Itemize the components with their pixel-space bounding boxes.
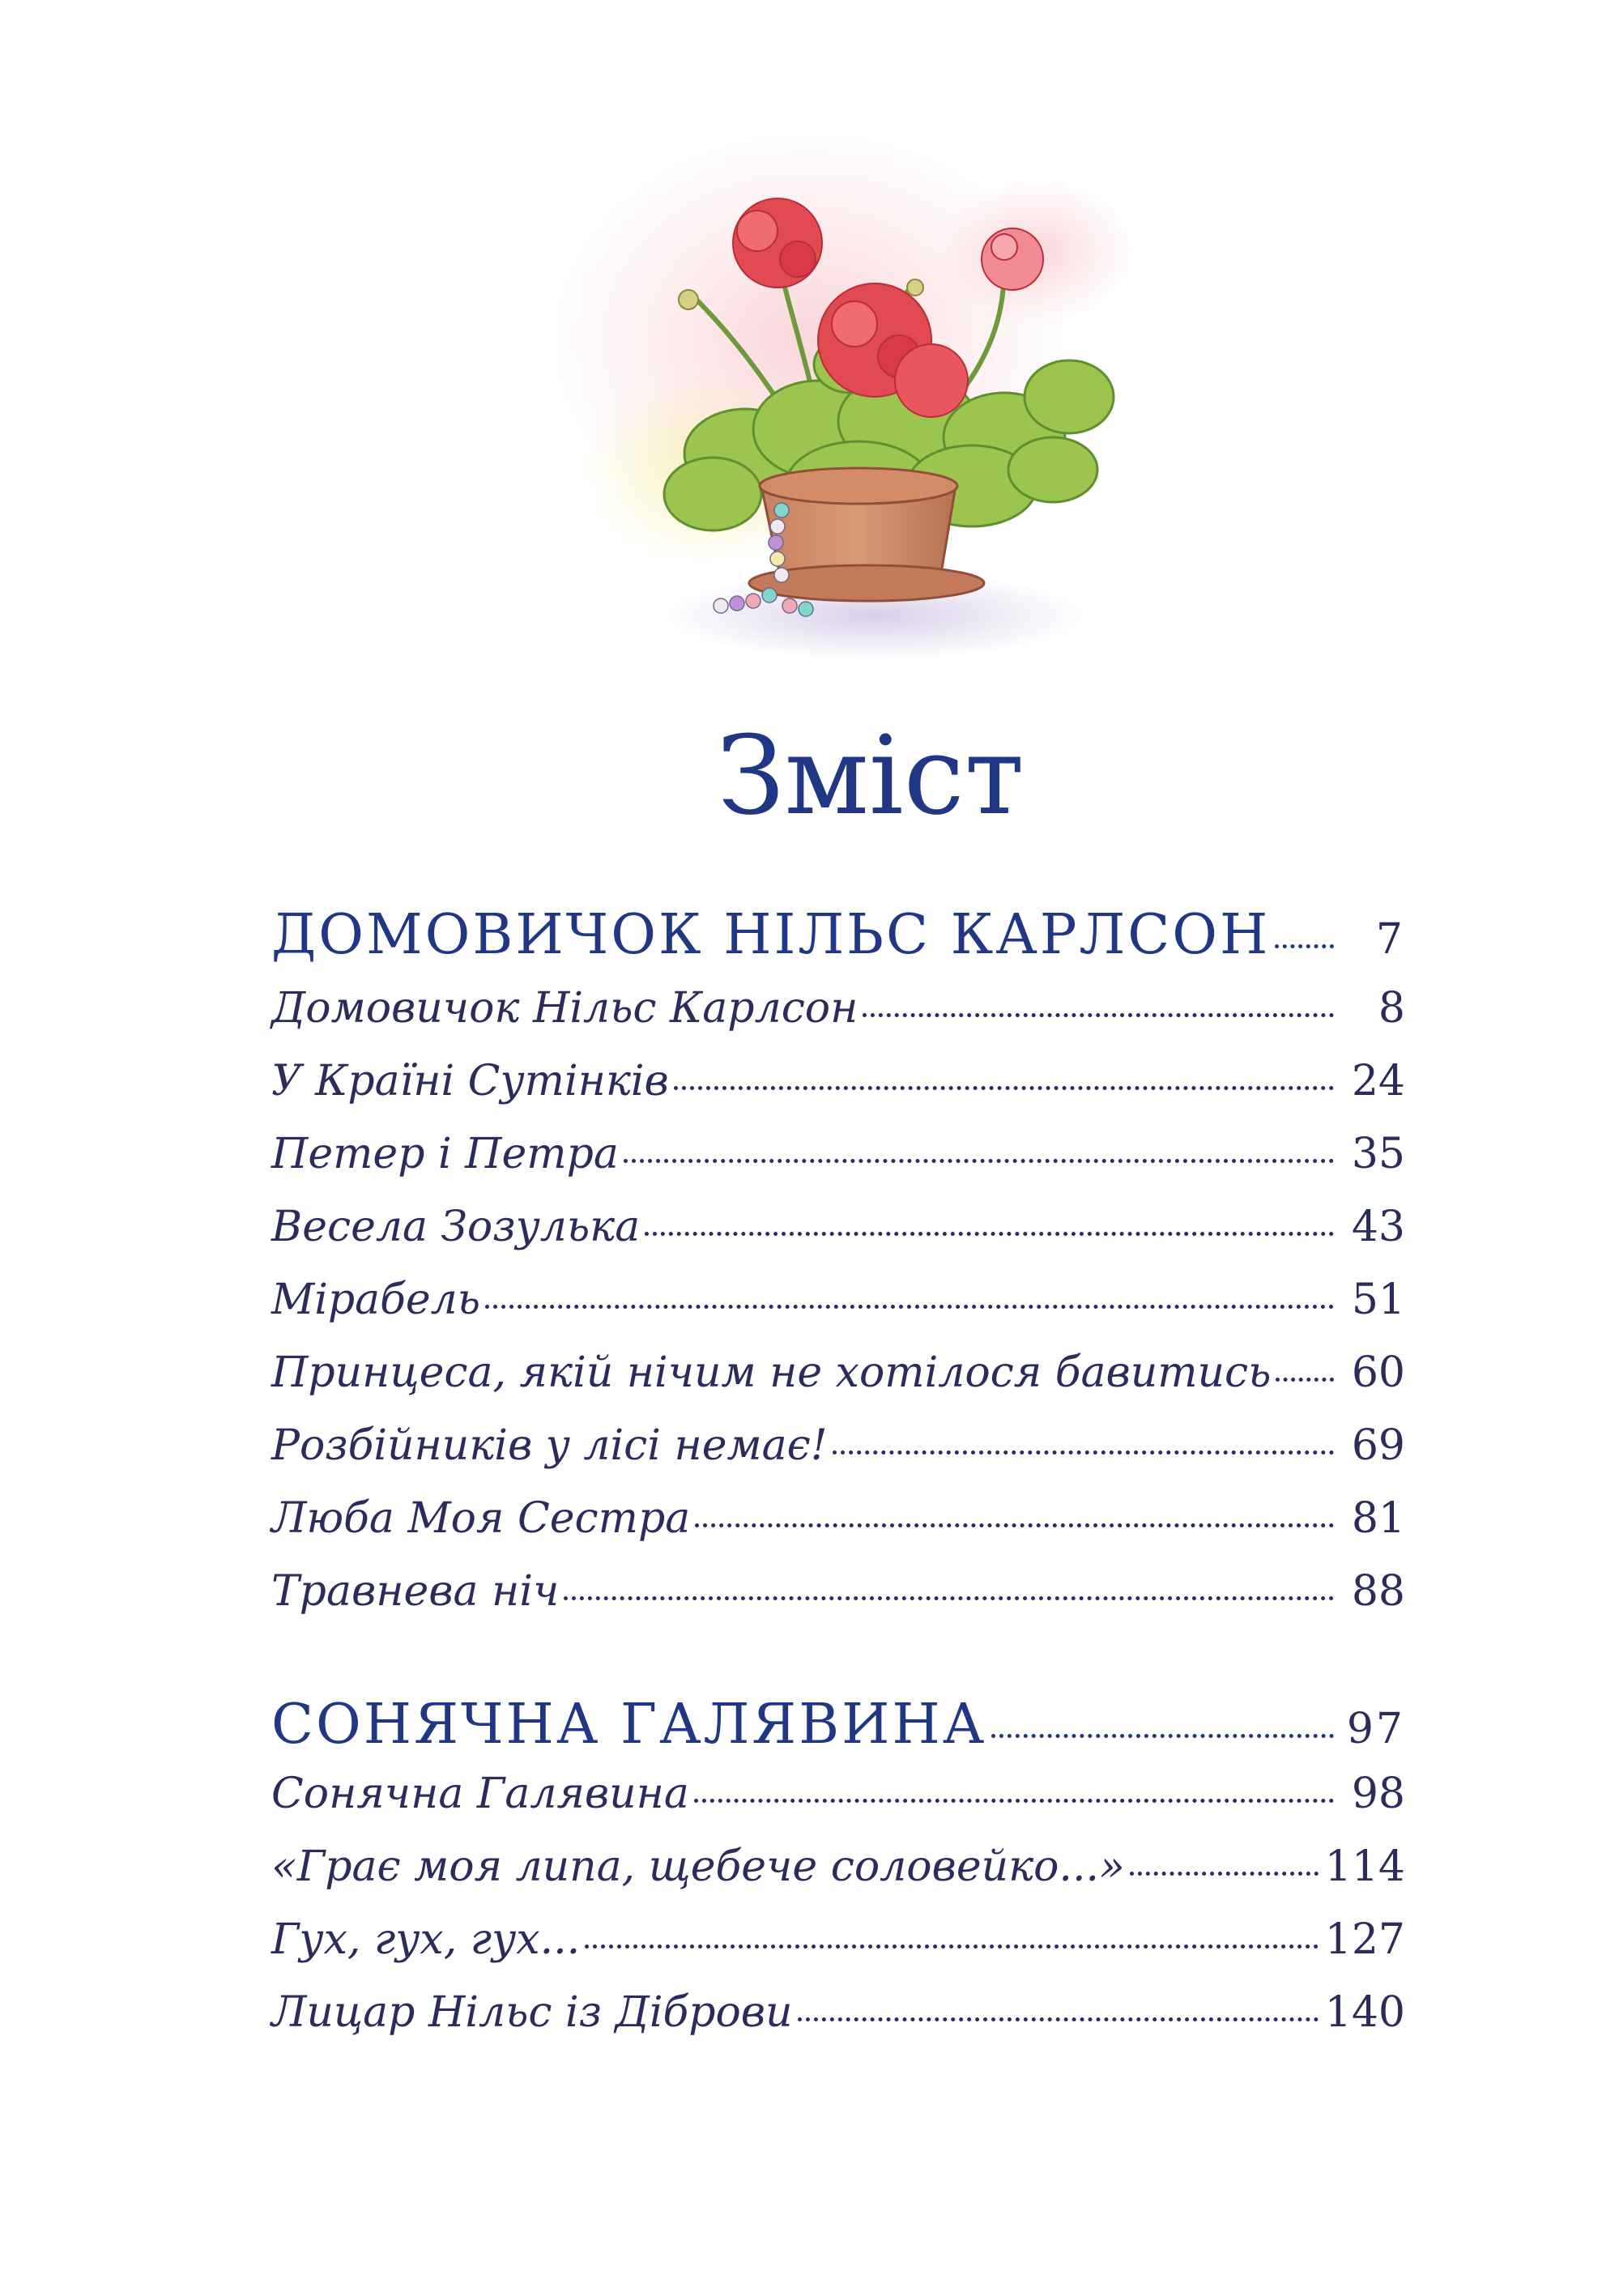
toc-entry[interactable]	[271, 984, 1405, 1033]
toc-entry-title: Сонячна Галявина	[271, 1770, 689, 1818]
geranium-pot-illustration	[0, 0, 1619, 729]
toc-entry-title: Люба Моя Сестра	[271, 1494, 691, 1543]
toc-page-number: 60	[1351, 1348, 1405, 1397]
toc-page-number: 35	[1351, 1130, 1405, 1178]
leader-dots	[585, 1945, 1319, 1949]
toc-section-title: ДОМОВИЧОК НІЛЬС КАРЛСОН	[271, 903, 1271, 967]
leader-dots	[798, 2017, 1319, 2021]
leader-dots	[991, 1734, 1334, 1738]
toc-page-number: 127	[1324, 1915, 1405, 1964]
leader-dots	[674, 1086, 1334, 1090]
toc-entry-title: Весела Зозулька	[271, 1203, 641, 1251]
toc-page-number: 98	[1351, 1770, 1405, 1818]
toc-entry[interactable]	[271, 1494, 1405, 1543]
leader-dots	[564, 1596, 1334, 1600]
toc-page-number: 8	[1378, 984, 1405, 1033]
toc-entry-title: Домовичок Нільс Карлсон	[271, 984, 858, 1033]
leader-dots	[694, 1799, 1334, 1803]
leader-dots	[1275, 944, 1334, 948]
toc-page-number: 43	[1351, 1203, 1405, 1251]
toc-page-number: 7	[1375, 915, 1405, 964]
toc-page-number: 88	[1351, 1567, 1405, 1616]
toc-entry-title: Петер і Петра	[271, 1130, 619, 1178]
leader-dots	[645, 1232, 1334, 1236]
leader-dots	[863, 1013, 1334, 1017]
toc-entry-title: Гух, гух, гух...	[271, 1915, 581, 1964]
leader-dots	[1130, 1872, 1319, 1876]
toc-entry[interactable]	[271, 1567, 1405, 1616]
toc-entry[interactable]	[271, 1348, 1405, 1397]
toc-entry[interactable]	[271, 1915, 1405, 1964]
toc-entry[interactable]	[271, 1130, 1405, 1178]
toc-section-1[interactable]	[271, 903, 1405, 967]
toc-entry[interactable]	[271, 1421, 1405, 1470]
toc-entry-title: «Грає моя липа, щебече соловейко...»	[271, 1842, 1125, 1891]
toc-entry-title: Принцеса, якій нічим не хотілося бавитись	[271, 1348, 1272, 1397]
toc-entry[interactable]	[271, 1057, 1405, 1105]
toc-entry-title: У Країні Сутінків	[271, 1057, 669, 1105]
toc-page-number: 114	[1324, 1842, 1405, 1891]
toc-page-number: 97	[1346, 1705, 1405, 1753]
toc-entry[interactable]	[271, 1988, 1405, 2037]
toc-entry[interactable]	[271, 1770, 1405, 1818]
leader-dots	[624, 1159, 1334, 1163]
toc-page-number: 81	[1351, 1494, 1405, 1543]
toc-page-number: 24	[1351, 1057, 1405, 1105]
leader-dots	[1276, 1378, 1334, 1382]
toc-entry-title: Травнева ніч	[271, 1567, 560, 1616]
toc-entry[interactable]	[271, 1842, 1405, 1891]
toc-page-number: 51	[1351, 1276, 1405, 1324]
toc-entry[interactable]	[271, 1203, 1405, 1251]
page-title: Зміст	[717, 713, 1025, 839]
toc-section-2[interactable]	[271, 1693, 1405, 1757]
toc-entry[interactable]	[271, 1276, 1405, 1324]
leader-dots	[833, 1450, 1334, 1455]
toc-page-number: 69	[1351, 1421, 1405, 1470]
toc-page-number: 140	[1324, 1988, 1405, 2037]
toc-entry-title: Лицар Нільс із Діброви	[271, 1988, 793, 2037]
leader-dots	[695, 1523, 1334, 1527]
leader-dots	[485, 1305, 1334, 1309]
toc-entry-title: Розбійників у лісі немає!	[271, 1421, 828, 1470]
toc-section-title: СОНЯЧНА ГАЛЯВИНА	[271, 1693, 987, 1757]
toc-entry-title: Мірабель	[271, 1276, 481, 1324]
